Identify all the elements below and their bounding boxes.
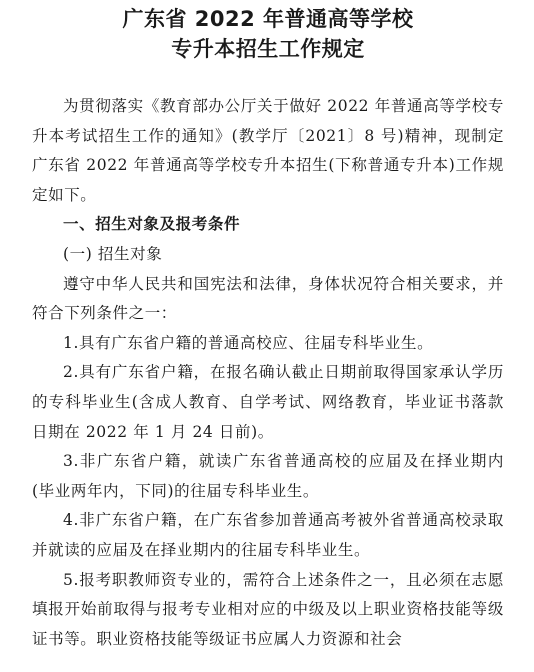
subsection-1-intro: 遵守中华人民共和国宪法和法律，身体状况符合相关要求，并符合下列条件之一： — [32, 274, 504, 323]
intro-paragraph: 为贯彻落实《教育部办公厅关于做好 2022 年普通高等学校专升本考试招生工作的通知》(教学厅〔2021〕8 号)精神，现制定广东省 2022 年普通高等学校专升本招生(下称普通专升本)工作规定如下。 — [32, 97, 504, 204]
title-line-2: 专升本招生工作规定 — [171, 37, 365, 61]
condition-1: 1.具有广东省户籍的普通高校应、往届专科毕业生。 — [63, 333, 434, 352]
document-title — [32, 4, 504, 64]
section-1-heading: 一、招生对象及报考条件 — [63, 215, 241, 234]
subsection-1-heading: (一) 招生对象 — [63, 244, 163, 263]
title-spacer — [32, 64, 504, 92]
condition-3: 3.非广东省户籍，就读广东省普通高校的应届及在择业期内(毕业两年内，下同)的往届专科毕业生。 — [32, 452, 504, 500]
title-line-1: 广东省 2022 年普通高等学校 — [122, 7, 414, 31]
condition-4: 4.非广东省户籍，在广东省参加普通高考被外省普通高校录取并就读的应届及在择业期内的往届专科毕业生。 — [32, 511, 504, 559]
condition-5: 5.报考职教师资专业的，需符合上述条件之一，且必须在志愿填报开始前取得与报考专业相对应的中级及以上职业资格技能等级证书等。职业资格技能等级证书应属人力资源和社会 — [32, 570, 504, 648]
condition-2: 2.具有广东省户籍，在报名确认截止日期前取得国家承认学历的专科毕业生(含成人教育、自学考试、网络教育，毕业证书落款日期在 2022 年 1 月 24 日前)。 — [32, 363, 504, 441]
